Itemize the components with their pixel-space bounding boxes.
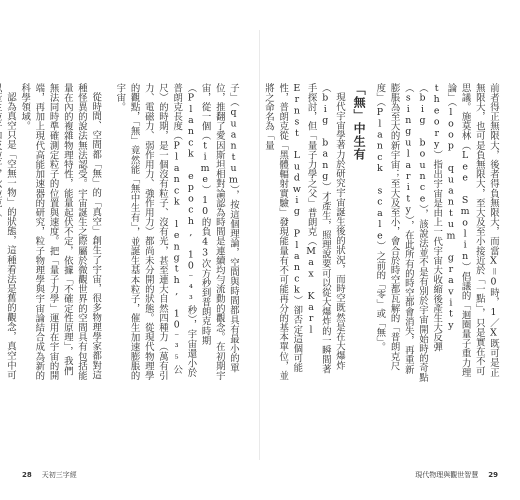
right-running-title: 現代物理與觀世智慧 — [415, 471, 479, 479]
right-page-text — [262, 83, 500, 383]
right-page-footer — [415, 470, 498, 480]
left-paragraph-3: 認為真空只是「空無一物」的狀態，這種看法是舊的觀念，真空中可 — [4, 92, 16, 381]
right-paragraph-2: 現代宇宙學著力於研究宇宙誕生後的狀況，而時空既然是在大爆炸（big bang）才產生，照理說要可以從大爆炸的一瞬間著手探討，但「量子力學之父」普朗克（Max Karl Ernst Ludwig Planck）卻否定這個可能性，普朗克從「黑體輻射實驗」發現能量有不可能再分的基本單位，並將之命名為「量 — [262, 83, 345, 381]
right-paragraph-1: 前者得正無限大，後者得負無限大，而當X＝0時，1／X既可是正無限大，也可是負無限大，至大及至小接近於「一點」，只是實在不可思議。施莫林（Lee Smolin）倡議的「迴圈量子重力理論」（loop quantum gravity theory）指出宇宙是由上一代宇宙大收縮後產生大反彈（big bounce），該說法並不是有別於宇宙開始時的奇點（singularity），在此所有的時空都會消失，再重新膨脹為至大的新宇宙；至大及至小，會合於時空都瓦解的「普朗克尺度」（Planck scale）之前的「零」或「無」。 — [374, 83, 499, 383]
left-page-number: 28 — [22, 471, 32, 479]
left-paragraph-1: 子」（quantum），按這個理論，空間與時間都具有最小的單位，推翻了愛因斯坦相對論認為時間是連續均勻流動的觀念。在初期宇宙，從一個（time）10的負43次方秒到普朗克時期（Planck epoch, 10⁻⁴³秒），宇宙還小於普朗克長度（Planck length, 10⁻³⁵公尺）的時期，是一個沒有粒子、沒有光，甚至連大自然四種力（萬有引力、電磁力、弱作用力、強作用力）都尚未分開的狀態。從現代物理學的觀點，「無」竟然能「無中生有」，並誕生基本粒子，催生加速膨脹的宇宙。 — [114, 83, 239, 381]
left-page-text — [4, 83, 240, 383]
section-heading: 「無」中生有 — [352, 83, 367, 161]
left-paragraph-2: 從時間、空間都「無」的「真空」創生了宇宙，很多物理學家都對這種怪異的說法無法認受。宇宙誕生之際屬於微觀世界的空間具有包括能量在內的複雜物理特性，能量起伏不定，依據「不確定性原理」，我們無法同時準確測定粒子的位置與速度。把「量子力學」運用在宇宙的開端，再加上現代高能加速器的研究，粒子物理學與宇宙論結合成為新的科學領域。 — [19, 83, 102, 381]
left-page-footer — [22, 470, 77, 480]
left-running-title: 天初三字經 — [41, 471, 77, 479]
right-page-number: 29 — [488, 471, 498, 479]
